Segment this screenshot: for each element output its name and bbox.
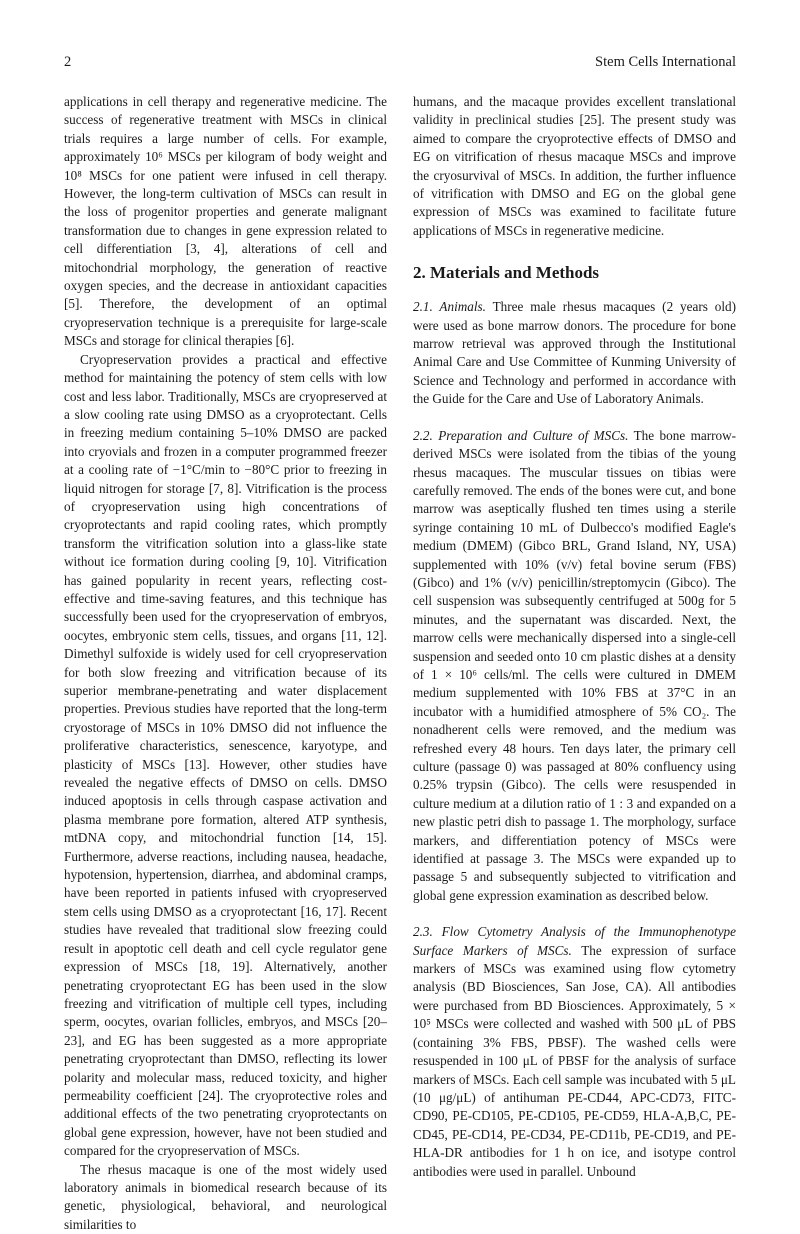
paragraph: applications in cell therapy and regenerative medicine. The success of regenerative treatment with MSCs in clinical trials requires a large number of cells. For example, approximately 10⁶ MSCs per kilogram of body weight and 10⁸ MSCs for one patient were infused in cell therapy. However, the long-term cultivation of MSCs can result in the loss of progenitor properties and generate malignant transformation due to changes in gene expression related to cell differentiation [3, 4], alterations of cell and mitochondrial morphology, the generation of reactive oxygen species, and the decrease in antioxidant capacities [5]. Therefore, the development of an optimal cryopreservation technique is a prerequisite for large-scale MSCs and storage for clinical therapies [6]. [64, 94, 387, 349]
page-header [64, 54, 736, 74]
page-number: 2 [64, 54, 72, 70]
left-column [64, 93, 387, 1234]
subsection-title: 2.3. Flow Cytometry Analysis of the Immunophenotype Surface Markers of MSCs. [413, 924, 736, 958]
subsection-text: The bone marrow-derived MSCs were isolated from the tibias of the young rhesus macaques. The muscular tissues on tibias were carefully removed. The ends of the bones were cut, and bone marrow was aseptically flushed ten times using a sterile syringe containing 10 mL of Dulbecco's modified Eagle's medium (DMEM) (Gibco BRL, Grand Island, NY, USA) supplemented with 10% (v/v) fetal bovine serum (FBS) (Gibco) and 1% (v/v) penicillin/streptomycin (Gibco). The cell suspension was subsequently centrifuged at 500g for 5 minutes, and the supernatant was discarded. Next, the marrow cells were mechanically dispersed into a single-cell suspension and seeded onto 10 cm plastic dishes at a density of 1 × 10⁶ cells/ml. The cells were cultured in DMEM medium supplemented with 10% FBS at 37°C in an incubator with a humidified atmosphere of 5% CO₂. The nonadherent cells were removed, and the medium was refreshed every 48 hours. Ten days later, the primary cell culture (passage 0) was passaged at 80% confluency using 0.25% trypsin (Gibco). The cells were resuspended in culture medium at a dilution ratio of 1 : 3 and expanded on a new plastic petri dish to passage 1. The morphology, surface markers, and differentiation potency of MSCs were identified at passage 3. The MSCs were expanded up to passage 5 and subsequently subjected to vitrification and global gene expression examination as described below. [413, 427, 736, 903]
subsection-animals [413, 298, 736, 408]
subsection-preparation [413, 427, 736, 906]
paragraph: The rhesus macaque is one of the most widely used laboratory animals in biomedical research because of its genetic, physiological, behavioral, and neurological similarities to [64, 1161, 387, 1232]
journal-name: Stem Cells International [595, 54, 736, 70]
subsection-title: 2.1. Animals. [413, 299, 486, 315]
paragraph: Cryopreservation provides a practical and effective method for maintaining the potency of stem cells with low cost and less labor. Traditionally, MSCs are cryopreserved at a slow cooling rate using DMSO as a cryoprotectant. Cells in freezing medium containing 5–10% DMSO are packed into cryovials and frozen in a computer programmed freezer at a cooling rate of −1°C/min to −80°C prior to freezing in liquid nitrogen for storage [7, 8]. Vitrification is the process of cryopreservation using high concentrations of cryoprotectants and rapid cooling rates, which promptly transform the vitrification solution into a glass-like state without ice formation during cooling [9, 10]. Vitrification has gained popularity in recent years, reflecting cost-effective and time-saving features, and this technique has successfully been used for the cryopreservation of embryos, oocytes, embryonic stem cells, tissues, and organs [11, 12]. Dimethyl sulfoxide is widely used for cell cryopreservation for both slow freezing and vitrification because of its superior membrane-penetrating and water displacement properties. Previous studies have reported that the long-term cryostorage of MSCs in 10% DMSO did not influence the proliferative characteristics, senescence, karyotype, and plasticity of MSCs [13]. However, other studies have revealed the negative effects of DMSO on cells. DMSO induced apoptosis in cells through caspase activation and plasma membrane pore formation, altered ATP synthesis, mtDNA copy, and mitochondrial function [14, 15]. Furthermore, adverse reactions, including nausea, headache, hypotension, hypertension, diarrhea, and abdominal cramps, have been reported in patients infused with cryopreserved stem cells using DMSO as a cryoprotectant [16, 17]. Recent studies have revealed that traditional slow freezing could result in apoptotic cell death and cell cycle regulator gene expression of MSCs [18, 19]. Alternatively, another penetrating cryoprotectant EG has been used in the slow freezing and vitrification of multiple cell types, including sperm, oocytes, ovarian follicles, embryos, and MSCs [20–23], and EG has been suggested as a more appropriate penetrating cryoprotectant than DMSO, reflecting its lower polarity and molecular mass, reduced toxicity, and higher permeability coefficient [24]. The cryoprotective roles and additional effects of the two penetrating cryoprotectants on global gene expression, however, have not been studied and compared for the cryopreservation of MSCs. [64, 351, 387, 1159]
subsection-title: 2.2. Preparation and Culture of MSCs. [413, 427, 629, 443]
subsection-text: The expression of surface markers of MSCs was examined using flow cytometry analysis (BD Biosciences, San Jose, CA). All antibodies were purchased from BD Biosciences. Approximately, 5 × 10⁵ MSCs were collected and washed with 500 μL of PBS (containing 3% FBS, PBSF). The washed cells were resuspended in 100 μL of PBSF for the analysis of surface markers of MSCs. Each cell sample was incubated with 5 μL (10 μg/μL) of antihuman PE-CD44, APC-CD73, FITC-CD90, PE-CD105, PE-CD105, PE-CD59, HLA-A,B,C, PE-CD45, PE-CD14, PE-CD34, PE-CD11b, PE-CD19, and PE-HLA-DR antibodies for 1 h on ice, and isotype control antibodies were used in parallel. Unbound [413, 942, 736, 1179]
subsection-text: Three male rhesus macaques (2 years old) were used as bone marrow donors. The procedure for bone marrow retrieval was approved through the Institutional Animal Care and Use Committee of Kunming University of Science and Technology and performed in accordance with the Guide for the Care and Use of Laboratory Animals. [413, 299, 736, 407]
paragraph: humans, and the macaque provides excellent translational validity in preclinical studies [25]. The present study was aimed to compare the cryoprotective effects of DMSO and EG on vitrification of rhesus macaque MSCs and improve the cryosurvival of MSCs. In addition, the further influence of vitrification with DMSO and EG on the global gene expression of MSCs was examined to facilitate future applications of MSCs in regenerative medicine. [413, 94, 736, 238]
section-heading: 2. Materials and Methods [413, 263, 600, 283]
subsection-flow-cytometry [413, 923, 736, 1181]
right-column [413, 93, 736, 1181]
